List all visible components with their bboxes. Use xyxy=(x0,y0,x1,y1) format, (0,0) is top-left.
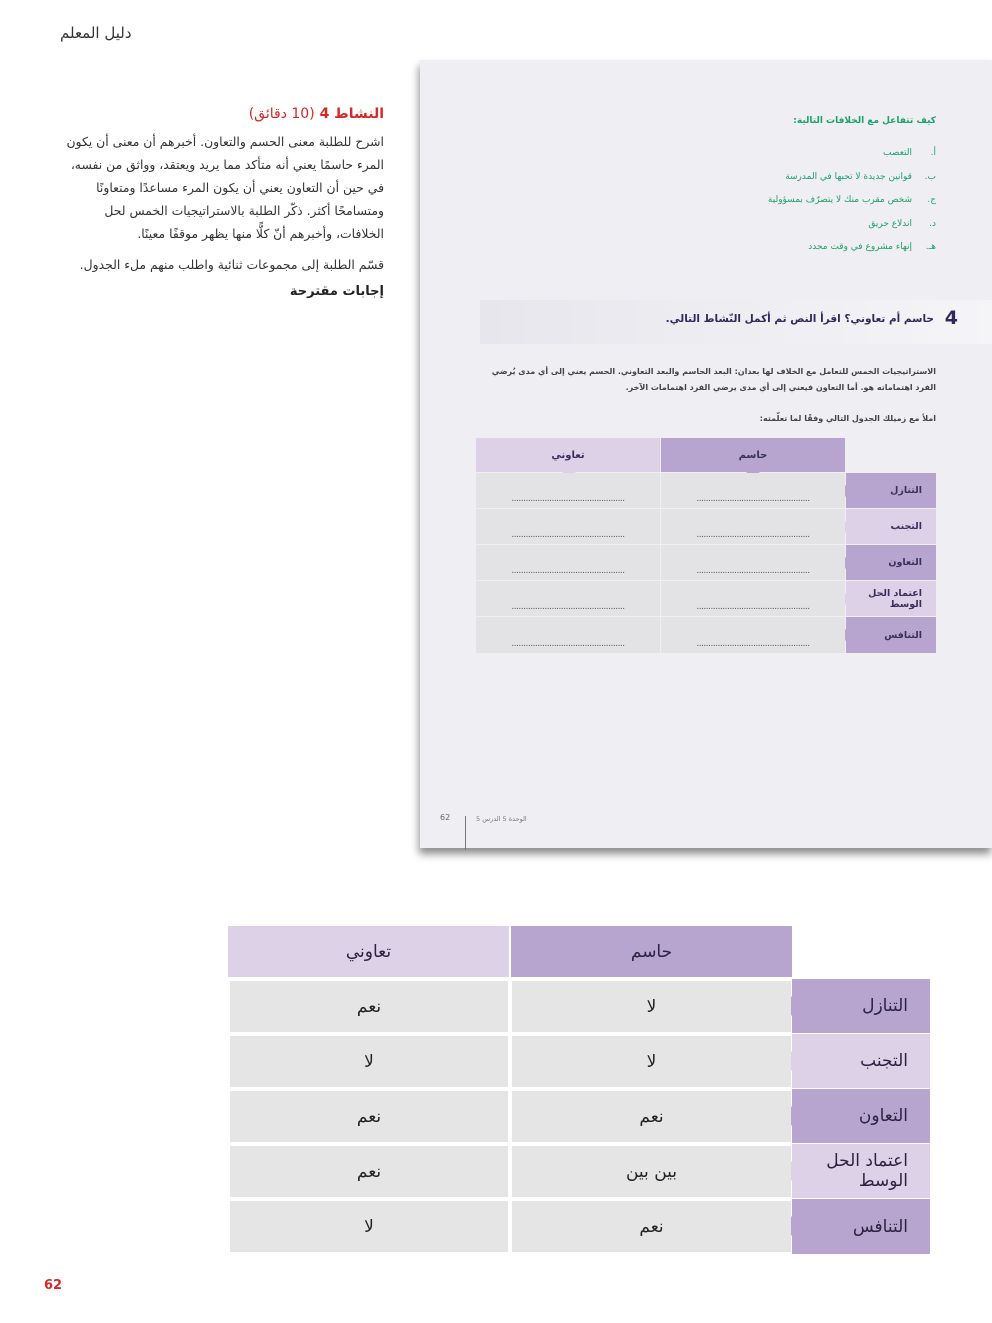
notes-paragraph-1: اشرح للطلبة معنى الحسم والتعاون. أخبرهم أن معنى أن يكون المرء حاسمًا يعني أنه متأكد مما يريد ويعتقد، وواثق من نفسه، في حين أن التعاون يعني أن يكون المرء مساعدًا ومتعاونًا ومتسامحًا أكثر. ذكّر الطلبة بالاستراتيجيات الخمس لحل الخلافات، وأخبرهم أنّ كلًّا منها يظهر موقفًا معينًا. xyxy=(66,134,384,241)
book-paragraph: الاستراتيجيات الخمس للتعامل مع الخلاف لها بعدان: البعد الحاسم والبعد التعاوني. الحسم يعني إلى أي مدى يُرضي الفرد اهتماماته هو. أما التعاون فيعني إلى أي مدى يرضي الفرد اهتمامات الآخر. xyxy=(491,367,936,392)
answer-cell-cooperative: نعم xyxy=(230,1091,508,1142)
blank-cell: ................................................ xyxy=(661,545,845,580)
blank-cell: ................................................ xyxy=(661,473,845,508)
blank-cell: ................................................ xyxy=(661,581,845,616)
blank-cell: ................................................ xyxy=(476,473,660,508)
answer-cell-assertive: نعم xyxy=(512,1091,791,1142)
book-instruction: املأ مع زميلك الجدول التالي وفقًا لما تعلّمته: xyxy=(759,414,936,423)
activity-duration: (10 دقائق) xyxy=(248,106,315,122)
activity-heading xyxy=(66,106,384,122)
list-text: إنهاء مشروع في وقت محدد xyxy=(808,242,912,252)
activity-title: النشاط 4 xyxy=(319,106,384,122)
answer-cell-cooperative: لا xyxy=(230,1036,508,1087)
answer-col-cooperative: تعاوني xyxy=(228,926,509,977)
row-header: التجنب xyxy=(846,509,936,544)
answer-row-header: التنافس xyxy=(792,1199,930,1254)
answer-cell-assertive: بين بين xyxy=(512,1146,791,1197)
list-item xyxy=(716,219,936,243)
answer-row-header: التجنب xyxy=(792,1034,930,1088)
list-letter: ج. xyxy=(927,195,936,205)
row-header: التعاون xyxy=(846,545,936,580)
answer-cell-cooperative: نعم xyxy=(230,1146,508,1197)
list-item xyxy=(716,148,936,172)
guide-title: دليل المعلم xyxy=(60,24,132,42)
book-footer-label: الوحدة 5 الدرس 5 xyxy=(476,815,527,823)
teacher-notes xyxy=(66,106,384,299)
list-item xyxy=(716,195,936,219)
list-text: قوانين جديدة لا تحبها في المدرسة xyxy=(785,171,912,182)
row-header: التنافس xyxy=(846,617,936,653)
answer-row-header: اعتماد الحل الوسط xyxy=(792,1144,930,1198)
notes-paragraph-2: قسّم الطلبة إلى مجموعات ثنائية واطلب منهم ملء الجدول. xyxy=(79,257,384,272)
book-question: كيف تتفاعل مع الخلافات التالية: xyxy=(793,116,936,126)
answer-cell-cooperative: نعم xyxy=(230,981,508,1032)
blank-cell: ................................................ xyxy=(476,545,660,580)
student-book-page xyxy=(420,60,992,848)
activity-number: 4 xyxy=(944,307,958,329)
book-list xyxy=(716,148,936,266)
row-header: التنازل xyxy=(846,473,936,508)
list-letter: هـ. xyxy=(925,242,936,252)
answer-row-header: التعاون xyxy=(792,1089,930,1143)
col-header-cooperative: تعاوني xyxy=(476,438,660,472)
answers-heading: إجابات مقترحة xyxy=(289,284,384,299)
list-letter: د. xyxy=(929,218,936,229)
blank-cell: ................................................ xyxy=(476,509,660,544)
footer-divider xyxy=(465,816,466,850)
activity-banner xyxy=(480,300,992,344)
list-item xyxy=(716,172,936,196)
list-letter: أ. xyxy=(930,148,936,158)
answer-col-assertive: حاسم xyxy=(511,926,792,977)
row-header: اعتماد الحل الوسط xyxy=(846,581,936,616)
answer-cell-assertive: لا xyxy=(512,1036,791,1087)
answer-cell-assertive: لا xyxy=(512,981,791,1032)
list-text: شخص مقرب منك لا يتصرّف بمسؤولية xyxy=(767,195,912,205)
blank-cell: ................................................ xyxy=(476,617,660,653)
list-text: اندلاع حريق xyxy=(868,218,912,229)
blank-cell: ................................................ xyxy=(661,509,845,544)
list-item xyxy=(716,242,936,266)
blank-cell: ................................................ xyxy=(476,581,660,616)
book-page-number: 62 xyxy=(440,813,451,822)
page-number: 62 xyxy=(44,1278,63,1293)
list-letter: ب. xyxy=(924,171,936,182)
col-header-assertive: حاسم xyxy=(661,438,845,472)
activity-instruction: حاسم أم تعاوني؟ اقرأ النص ثم أكمل النّشاط التالي. xyxy=(665,313,934,325)
answer-cell-assertive: نعم xyxy=(512,1201,791,1252)
blank-cell: ................................................ xyxy=(661,617,845,653)
list-text: التعصب xyxy=(883,148,912,158)
answer-cell-cooperative: لا xyxy=(230,1201,508,1252)
answer-row-header: التنازل xyxy=(792,979,930,1033)
